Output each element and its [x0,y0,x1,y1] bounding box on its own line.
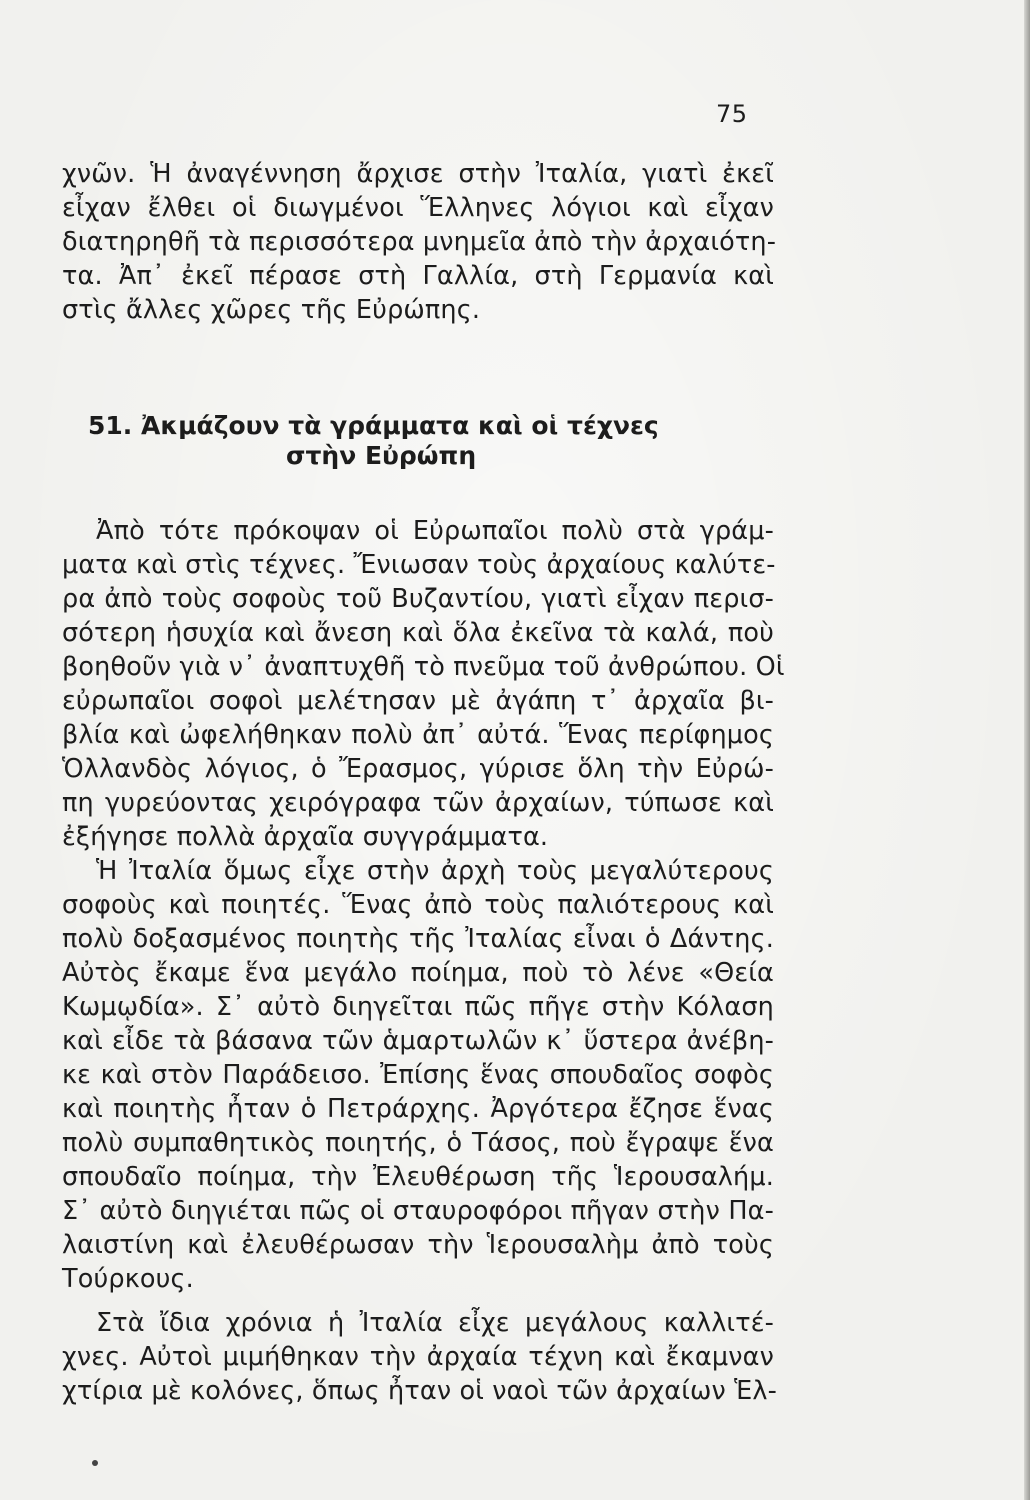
section-number: 51. [88,411,133,440]
text-line: Ἡ Ἰταλία ὅμως εἶχε στὴν ἀρχὴ τοὺς μεγαλύτερους [96,856,774,886]
text-line: κε καὶ στὸν Παράδεισο. Ἐπίσης ἕνας σπουδαῖος σοφὸς [62,1060,774,1090]
text-line: σπουδαῖο ποίημα, τὴν Ἐλευθέρωση τῆς Ἱερουσαλήμ. [62,1162,774,1192]
text-line: Τούρκους. [62,1264,194,1294]
ink-speck [92,1460,98,1466]
text-line: λαιστίνη καὶ ἐλευθέρωσαν τὴν Ἱερουσαλὴμ ἀπὸ τοὺς [62,1230,774,1260]
text-line: χνες. Αὐτοὶ μιμήθηκαν τὴν ἀρχαία τέχνη καὶ ἔκαμναν [62,1342,774,1372]
text-line: ἐξήγησε πολλὰ ἀρχαῖα συγγράμματα. [62,822,549,852]
section-title-line-1: Ἀκμάζουν τὰ γράμματα καὶ οἱ τέχνες [141,411,659,440]
section-heading [88,410,659,442]
section-title-line-2: στὴν Εὐρώπη [286,441,477,470]
text-line: Ἀπὸ τότε πρόκοψαν οἱ Εὐρωπαῖοι πολὺ στὰ γράμ- [96,516,774,546]
text-line: χτίρια μὲ κολόνες, ὅπως ἦταν οἱ ναοὶ τῶν ἀρχαίων Ἑλ- [62,1376,778,1406]
text-line: Στὰ ἴδια χρόνια ἡ Ἰταλία εἶχε μεγάλους καλλιτέ- [96,1308,774,1338]
text-line: πη γυρεύοντας χειρόγραφα τῶν ἀρχαίων, τύπωσε καὶ [62,788,774,818]
page-edge-shadow [1024,0,1030,1500]
page-number: 75 [716,100,748,128]
text-line: πολὺ συμπαθητικὸς ποιητής, ὁ Τάσος, ποὺ ἔγραψε ἕνα [62,1128,774,1158]
text-line: διατηρηθῆ τὰ περισσότερα μνημεῖα ἀπὸ τὴν ἀρχαιότη- [62,227,777,257]
text-line: βλία καὶ ὠφελήθηκαν πολὺ ἀπ᾿ αὐτά. Ἕνας περίφημος [62,720,774,750]
text-line: τα. Ἀπ᾿ ἐκεῖ πέρασε στὴ Γαλλία, στὴ Γερμανία καὶ [62,261,774,291]
text-line: ρα ἀπὸ τοὺς σοφοὺς τοῦ Βυζαντίου, γιατὶ εἶχαν περισ- [62,584,774,614]
text-line: Ὁλλανδὸς λόγιος, ὁ Ἔρασμος, γύρισε ὅλη τὴν Εὐρώ- [62,754,774,784]
text-line: ματα καὶ στὶς τέχνες. Ἔνιωσαν τοὺς ἀρχαίους καλύτε- [62,550,776,580]
text-line: σότερη ἡσυχία καὶ ἄνεση καὶ ὅλα ἐκεῖνα τὰ καλά, ποὺ [62,618,774,648]
text-line: Αὐτὸς ἔκαμε ἕνα μεγάλο ποίημα, ποὺ τὸ λένε «Θεία [62,958,774,988]
text-line: καὶ εἶδε τὰ βάσανα τῶν ἁμαρτωλῶν κ᾿ ὕστερα ἀνέβη- [62,1026,774,1056]
text-line: βοηθοῦν γιὰ ν᾿ ἀναπτυχθῆ τὸ πνεῦμα τοῦ ἀνθρώπου. Οἱ [62,652,785,682]
text-line: Σ᾿ αὐτὸ διηγιέται πῶς οἱ σταυροφόροι πῆγαν στὴν Πα- [62,1196,774,1226]
text-line: εὐρωπαῖοι σοφοὶ μελέτησαν μὲ ἀγάπη τ᾿ ἀρχαῖα βι- [62,686,774,716]
text-line: πολὺ δοξασμένος ποιητὴς τῆς Ἰταλίας εἶναι ὁ Δάντης. [62,924,774,954]
text-line: χνῶν. Ἡ ἀναγέννηση ἄρχισε στὴν Ἰταλία, γιατὶ ἐκεῖ [62,159,774,189]
text-line: Κωμῳδία». Σ᾿ αὐτὸ διηγεῖται πῶς πῆγε στὴν Κόλαση [62,992,774,1022]
text-line: σοφοὺς καὶ ποιητές. Ἕνας ἀπὸ τοὺς παλιότερους καὶ [62,890,774,920]
text-line: καὶ ποιητὴς ἦταν ὁ Πετράρχης. Ἀργότερα ἔζησε ἕνας [62,1094,774,1124]
text-line: εἶχαν ἔλθει οἱ διωγμένοι Ἕλληνες λόγιοι καὶ εἶχαν [62,193,774,223]
text-line: στὶς ἄλλες χῶρες τῆς Εὐρώπης. [62,295,481,325]
